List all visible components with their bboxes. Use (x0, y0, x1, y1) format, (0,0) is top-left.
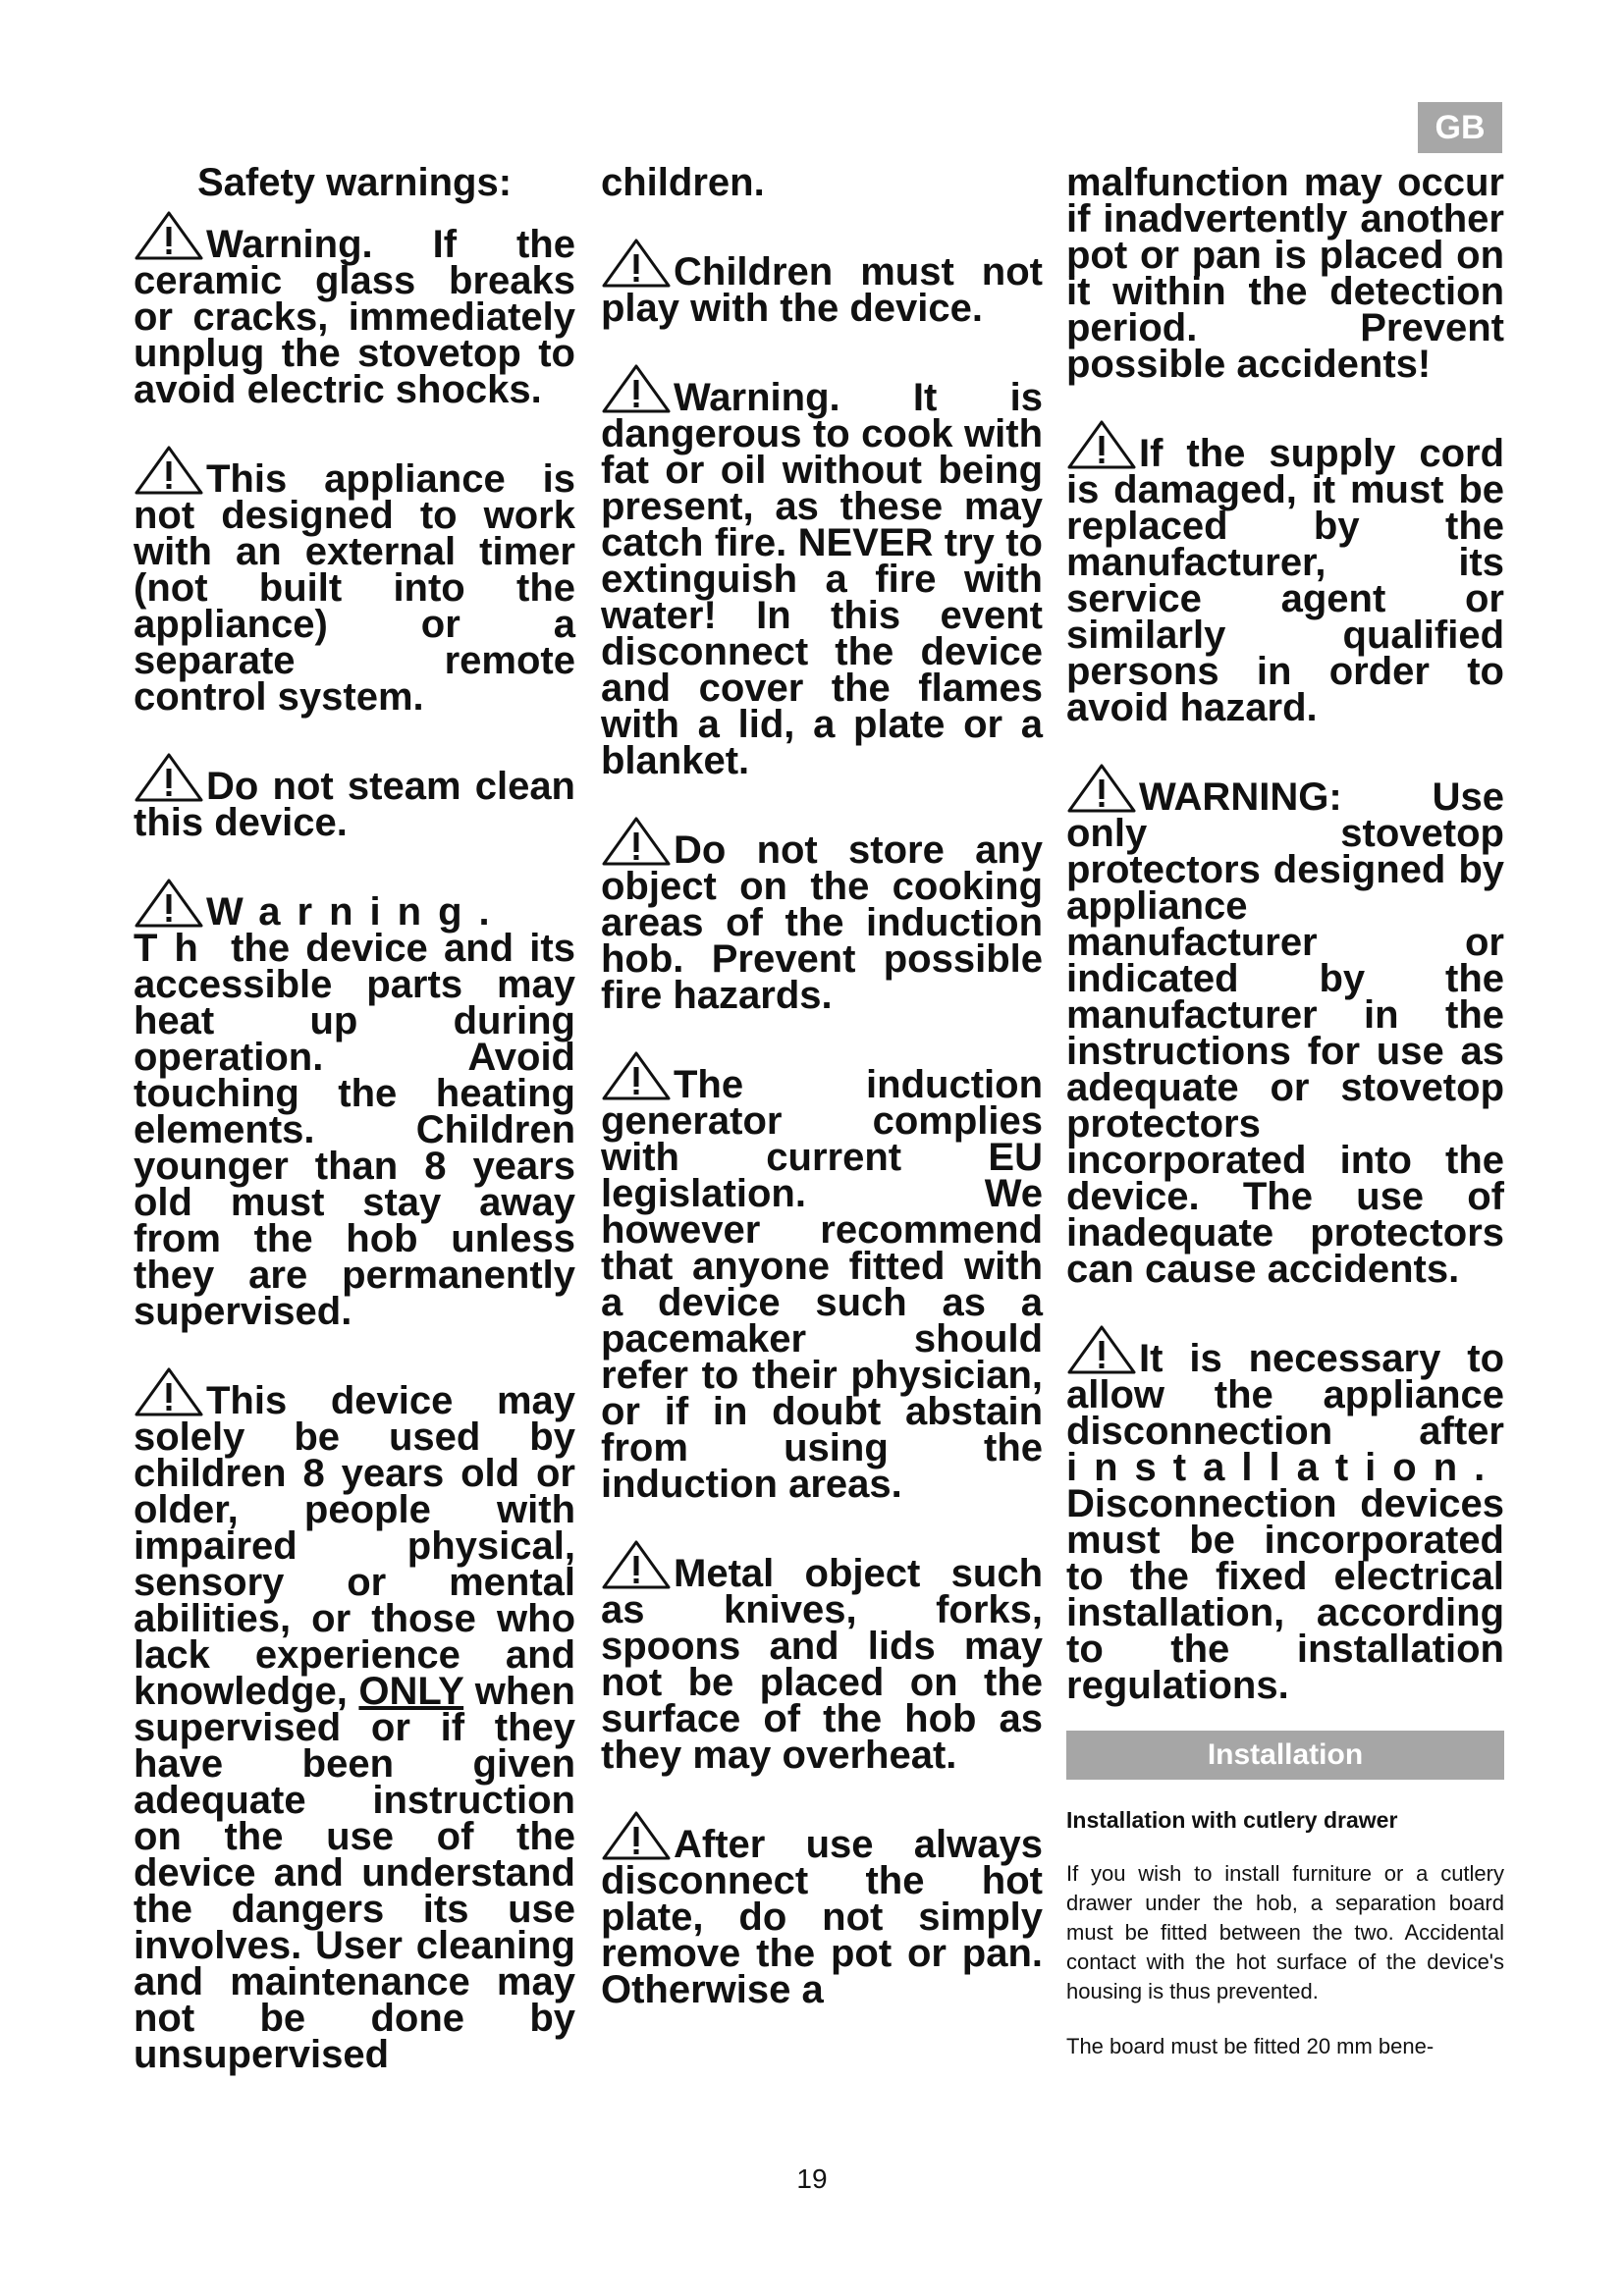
continued-text: malfunction may occur if inadvertently another pot or pan is placed on it within the detection period. Prevent possible accidents! (1066, 161, 1504, 386)
warning-do-not-store (601, 816, 1043, 1017)
column-1 (134, 161, 575, 2076)
warning-after-use (601, 1810, 1043, 2011)
warning-text: After use always disconnect the hot plate, do not simply remove the pot or pan. Otherwise a (601, 1823, 1043, 2011)
subheading-cutlery-drawer: Installation with cutlery drawer (1066, 1807, 1398, 1833)
warning-triangle-icon (134, 210, 204, 261)
warning-text: the device and its accessible parts may heat up during operation. Avoid touching the heating elements. Children younger than 8 years old must stay away from the hob unless they are permanently supervised. (134, 927, 575, 1333)
column-2 (601, 161, 1043, 2011)
warning-supervision (134, 1366, 575, 2076)
warning-triangle-icon (601, 238, 672, 289)
warning-triangle-icon (1066, 1324, 1137, 1375)
warning-text: The induction generator complies with current EU legislation. We however recommend that anyone fitted with a device such as a pacemaker should refer to their physician, or if in doubt abstain from using the induction areas. (601, 1063, 1043, 1506)
warning-triangle-icon (134, 445, 204, 496)
warning-text: WARNING: Use only stovetop protectors designed by appliance manufacturer or indicated by the manufacturer in the instructions for use as adequate or stovetop protectors incorporated into the device. The use of inadequate protectors can cause accidents. (1066, 775, 1504, 1291)
installation-section-bar: Installation (1066, 1731, 1504, 1780)
warning-metal-objects (601, 1539, 1043, 1777)
warning-children-play (601, 238, 1043, 330)
column-3 (1066, 161, 1504, 2061)
language-badge: GB (1418, 102, 1502, 153)
warning-prefix: Warning. Th (134, 890, 507, 970)
warning-text: Warning. If the ceramic glass breaks or cracks, immediately unplug the stovetop to avoid electric shocks. (134, 223, 575, 411)
warning-disconnection (1066, 1324, 1504, 1707)
warning-text: Do not steam clean this device. (134, 765, 575, 844)
warning-text-continued: Disconnection devices must be incorporated to the fixed electrical installation, according to the installation regulations. (1066, 1482, 1504, 1707)
warning-hot-parts (134, 878, 575, 1333)
warning-triangle-icon (601, 1539, 672, 1590)
warning-text: object on the cooking areas of the induction hob. Prevent possible fire hazards. (601, 865, 1043, 1017)
paragraph-separation-board: If you wish to install furniture or a cutlery drawer under the hob, a separation board must be fitted between the two. Accidental contact with the hot surface of the device's housing is thus prevented. (1066, 1861, 1504, 2003)
warning-triangle-icon (601, 1810, 672, 1861)
warning-text: Metal object such as knives, forks, spoons and lids may not be placed on the surface of the hob as they may overheat. (601, 1552, 1043, 1777)
section-heading-safety-warnings: Safety warnings: (196, 161, 513, 204)
warning-text: Warning. It is dangerous to cook with fat or oil without being present, as these may catch fire. NEVER try to extinguish a fire with water! In this event disconnect the device and cover the flames with a lid, a plate or a blanket. (601, 376, 1043, 782)
warning-triangle-icon (134, 878, 204, 929)
warning-triangle-icon (1066, 419, 1137, 470)
page-number: 19 (796, 2163, 828, 2194)
paragraph-board-fitting: The board must be fitted 20 mm bene- (1066, 2034, 1435, 2058)
warning-text: If the supply cord is damaged, it must be replaced by the manufacturer, its service agent or similarly qualified persons in order to avoid hazard. (1066, 432, 1504, 729)
warning-triangle-icon (601, 816, 672, 867)
warning-text: Children must not play with the device. (601, 250, 1043, 330)
warning-text: It is necessary to allow the appliance disconnection after (1066, 1337, 1504, 1453)
warning-text: This device may solely be used by children 8 years old or older, people with impaired physical, sensory or mental abilities, or those who lack experience and knowledge, (134, 1379, 575, 1713)
warning-text: This appliance is not designed to work with an external timer (not built into the appliance) or a separate remote control system. (134, 457, 575, 719)
warning-triangle-icon (134, 752, 204, 803)
warning-text-continued: when supervised or if they have been given adequate instruction on the use of the device and understand the dangers its use involves. User cleaning and maintenance may not be done by unsupervised (134, 1670, 575, 2076)
warning-supply-cord (1066, 419, 1504, 729)
warning-triangle-icon (601, 1050, 672, 1101)
warning-stovetop-protectors (1066, 763, 1504, 1291)
warning-fat-oil (601, 363, 1043, 782)
warning-triangle-icon (1066, 763, 1137, 814)
warning-steam-clean (134, 752, 575, 844)
warning-triangle-icon (601, 363, 672, 414)
warning-prefix: Do not store any (674, 828, 1043, 872)
warning-external-timer (134, 445, 575, 719)
warning-induction-generator (601, 1050, 1043, 1506)
spaced-word: installation. (1066, 1446, 1502, 1489)
warning-ceramic-glass (134, 210, 575, 411)
warning-triangle-icon (134, 1366, 204, 1417)
only-emphasis: ONLY (358, 1670, 464, 1713)
continued-text: children. (601, 161, 765, 204)
